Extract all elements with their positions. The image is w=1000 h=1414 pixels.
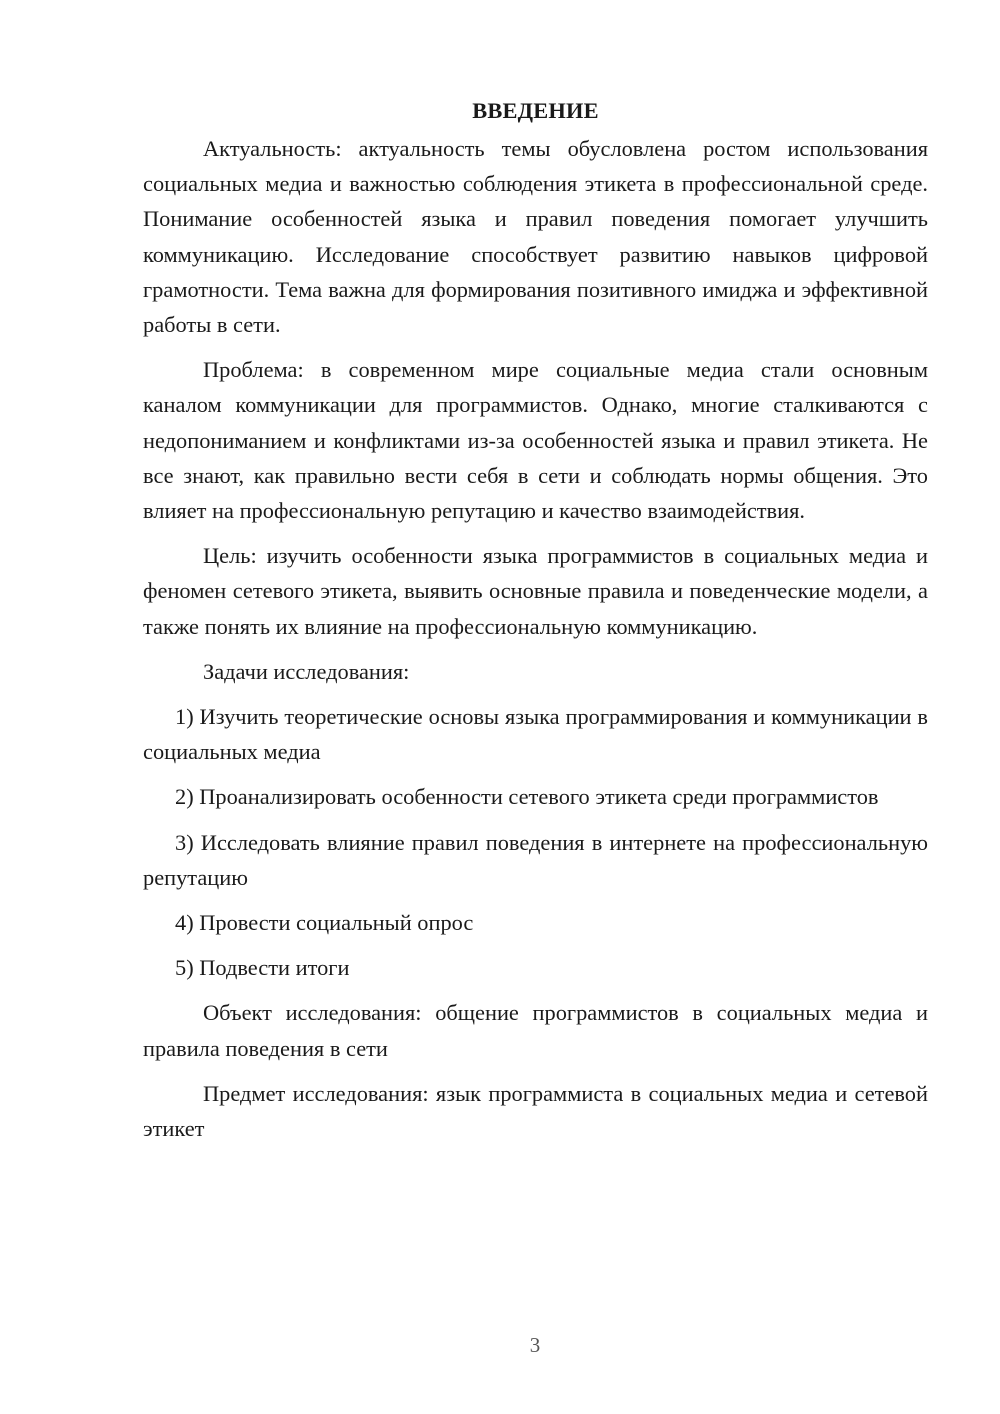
relevance-paragraph: Актуальность: актуальность темы обусловлена ростом использования социальных медиа и важностью соблюдения этикета в профессиональной среде. Понимание особенностей языка и правил поведения помогает улучшить коммуникацию. Исследование способствует развитию навыков цифровой грамотности. Тема важна для формирования позитивного имиджа и эффективной работы в сети. [143, 136, 928, 338]
tasks-heading: Задачи исследования: [203, 658, 410, 684]
task-item-1: 1) Изучить теоретические основы языка программирования и коммуникации в социальных медиа [143, 704, 928, 765]
task-item-5: 5) Подвести итоги [175, 955, 350, 981]
object-paragraph: Объект исследования: общение программистов в социальных медиа и правила поведения в сети [143, 1000, 928, 1061]
task-item-3: 3) Исследовать влияние правил поведения в интернете на профессиональную репутацию [143, 829, 928, 890]
page-number: 3 [529, 1333, 541, 1357]
section-title: ВВЕДЕНИЕ [472, 98, 599, 123]
task-item-2: 2) Проанализировать особенности сетевого этикета среди программистов [175, 784, 879, 810]
task-item-4: 4) Провести социальный опрос [175, 910, 474, 936]
document-page [143, 95, 928, 1156]
problem-paragraph: Проблема: в современном мире социальные медиа стали основным каналом коммуникации для программистов. Однако, многие сталкиваются с недопониманием и конфликтами из-за особенностей языка и правил этикета. Не все знают, как правильно вести себя в сети и соблюдать нормы общения. Это влияет на профессиональную репутацию и качество взаимодействия. [143, 357, 928, 524]
goal-paragraph: Цель: изучить особенности языка программистов в социальных медиа и феномен сетевого этикета, выявить основные правила и поведенческие модели, а также понять их влияние на профессиональную коммуникацию. [143, 543, 928, 639]
subject-paragraph: Предмет исследования: язык программиста в социальных медиа и сетевой этикет [143, 1080, 928, 1142]
